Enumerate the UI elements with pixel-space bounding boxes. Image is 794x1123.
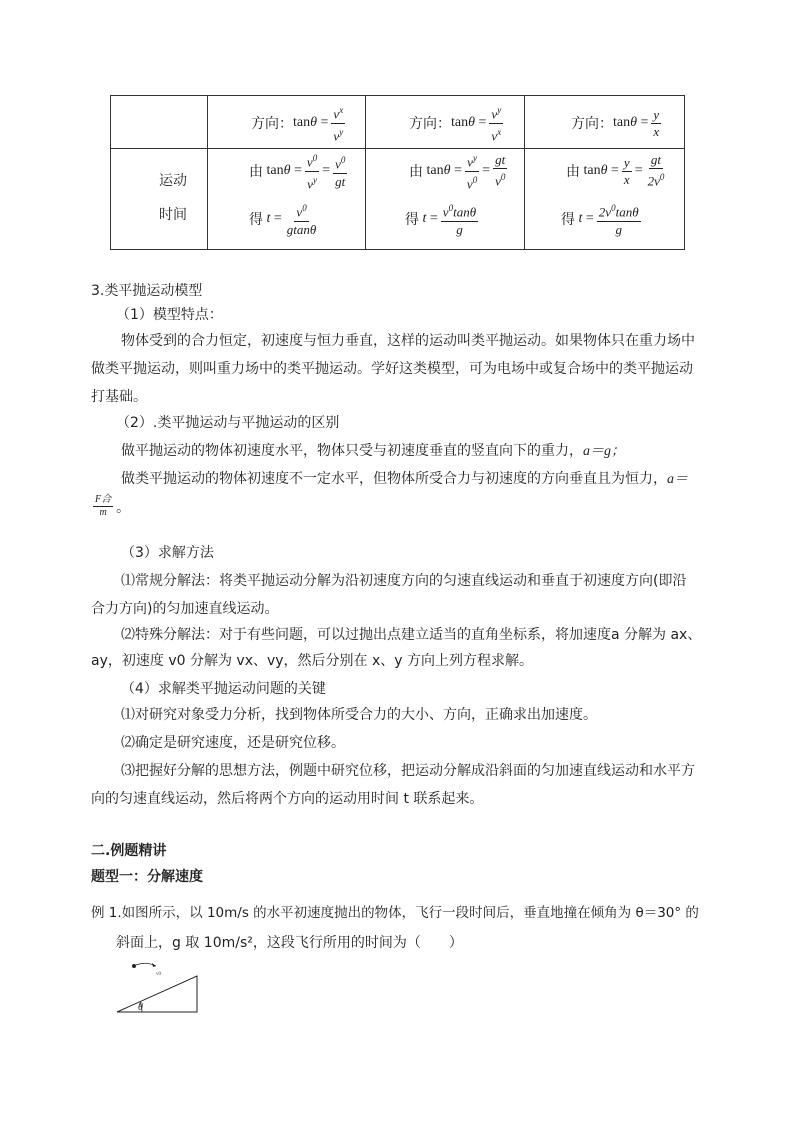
row-head-1: 运动 [159, 173, 187, 189]
cell-time-3a: 由 tan θ = $\frac{y}{x}$ = $\frac{gt}{2v^0}$ [566, 152, 665, 189]
example-line: 斜面上，g 取 10m/s²，这段飞行所用的时间为（ ） [116, 935, 463, 951]
subheading: （4）求解类平抛运动问题的关键 [121, 681, 326, 697]
section-title: 3.类平抛运动模型 [91, 283, 203, 299]
table-divider [207, 96, 208, 249]
velocity-label: v0 [156, 972, 161, 977]
cell-time-3b: 得 t = $\frac{2v^0\tan\theta}{g}$ [561, 196, 644, 242]
paragraph-line: ⑶把握好分解的思想方法，例题中研究位移，把运动分解成沿斜面的匀加速直线运动和水平方 [121, 763, 695, 779]
arrow-head-icon [152, 963, 156, 967]
paragraph-line: 做平抛运动的物体初速度水平，物体只受与初速度垂直的竖直向下的重力，a＝g； [121, 443, 625, 459]
cell-time-1a: 由 tan θ = $\frac{v^0}{v^y}$ = $\frac{v^0}{gt}$ [249, 150, 350, 192]
ball [132, 964, 136, 968]
cell-time-1b: 得 t = $\frac{v^0}{gtan\theta}$ [249, 196, 321, 242]
question-type-heading: 题型一：分解速度 [91, 869, 203, 885]
table-divider [365, 96, 366, 249]
cell-direction-2: 方向： tan θ = $\frac{v^y}{v^x}$ [409, 100, 506, 146]
paragraph-line: 合力方向)的匀加速直线运动。 [91, 601, 279, 617]
paragraph-line: ay，初速度 v0 分解为 vx、vy，然后分别在 x、y 方向上列方程求解。 [91, 653, 534, 669]
subheading: （3）求解方法 [121, 545, 214, 561]
angle-label: θ [138, 1002, 143, 1013]
paragraph-line: 做类平抛运动，则叫重力场中的类平抛运动。学好这类模型，可为电场中或复合场中的类平抛运动 [91, 361, 693, 377]
subheading: （1）模型特点： [116, 307, 223, 323]
paragraph-line: 打基础。 [91, 389, 147, 405]
paragraph-line: 物体受到的合力恒定，初速度与恒力垂直，这样的运动叫类平抛运动。如果物体只在重力场中 [121, 333, 695, 349]
incline-figure [112, 958, 202, 1016]
paragraph-line: ⑵特殊分解法：对于有些问题，可以过抛出点建立适当的直角坐标系，将加速度a 分解为 ax、 [121, 627, 702, 643]
cell-direction-3: 方向： tan θ = $\frac{y}{x}$ [571, 106, 660, 139]
subheading: （2）.类平抛运动与平抛运动的区别 [116, 415, 340, 431]
cell-time-2a: 由 tan θ = $\frac{v^y}{v^0}$ = $\frac{gt}{v^0}$ [409, 150, 510, 192]
paragraph-line: 向的匀速直线运动，然后将两个方向的运动用时间 t 联系起来。 [91, 791, 484, 807]
formula-table [110, 95, 685, 250]
table-divider [524, 96, 525, 249]
fraction-f-over-m: $\frac{\text{F合}}{m}$ 。 [95, 494, 131, 518]
cell-time-2b: 得 t = $\frac{v^0\tan\theta}{g}$ [405, 196, 481, 242]
example-line: 例 1.如图所示，以 10m/s 的水平初速度抛出的物体，飞行一段时间后，垂直地撞在倾角为 θ＝30° 的 [91, 905, 699, 921]
cell-direction-1: 方向： tan θ = $\frac{v^x}{v^y}$ [251, 100, 348, 146]
paragraph-line: ⑵确定是研究速度，还是研究位移。 [121, 735, 345, 751]
section-title: 二.例题精讲 [91, 843, 167, 859]
paragraph-line: ⑴常规分解法：将类平抛运动分解为沿初速度方向的匀速直线运动和垂直于初速度方向(即沿 [121, 573, 687, 589]
table-divider [111, 148, 684, 149]
row-head-2: 时间 [159, 207, 187, 223]
paragraph-line: 做类平抛运动的物体初速度不一定水平，但物体所受合力与初速度的方向垂直且为恒力，a＝ [121, 471, 688, 487]
paragraph-line: ⑴对研究对象受力分析，找到物体所受合力的大小、方向，正确求出加速度。 [121, 707, 597, 723]
incline-triangle [117, 976, 197, 1012]
